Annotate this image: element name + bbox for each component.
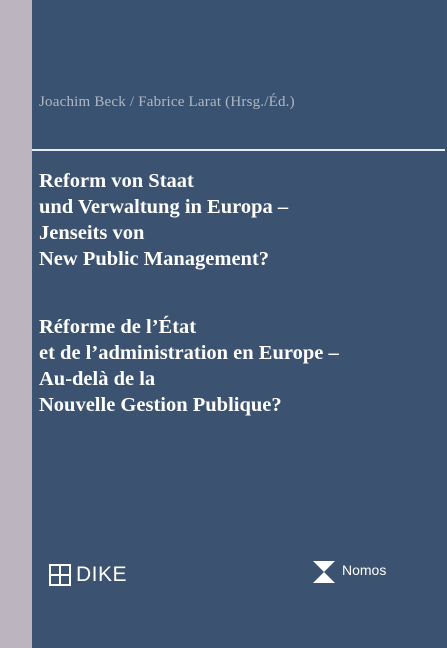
dike-logo-label: DIKE <box>76 563 128 586</box>
title-german-line: Jenseits von <box>39 222 145 244</box>
nomos-logo-icon <box>313 561 335 583</box>
title-french <box>39 314 339 418</box>
title-french-line: et de l’administration en Europe – <box>39 342 339 364</box>
title-french-line: Réforme de l’État <box>39 316 197 338</box>
nomos-logo-label: Nomos <box>342 562 387 578</box>
spine-strip <box>0 0 32 648</box>
editors-line: Joachim Beck / Fabrice Larat (Hrsg./Éd.) <box>39 94 295 110</box>
dike-publisher-logo <box>49 563 127 587</box>
title-german <box>39 168 288 272</box>
title-german-line: Reform von Staat <box>39 170 194 192</box>
title-french-line: Nouvelle Gestion Publique? <box>39 394 282 416</box>
title-french-line: Au-delà de la <box>39 368 156 390</box>
dike-logo-icon <box>49 564 71 586</box>
nomos-publisher-logo <box>313 561 386 583</box>
header-area <box>32 0 445 150</box>
title-german-line: New Public Management? <box>39 248 270 270</box>
divider-rule <box>32 149 445 151</box>
title-german-line: und Verwaltung in Europa – <box>39 196 289 218</box>
